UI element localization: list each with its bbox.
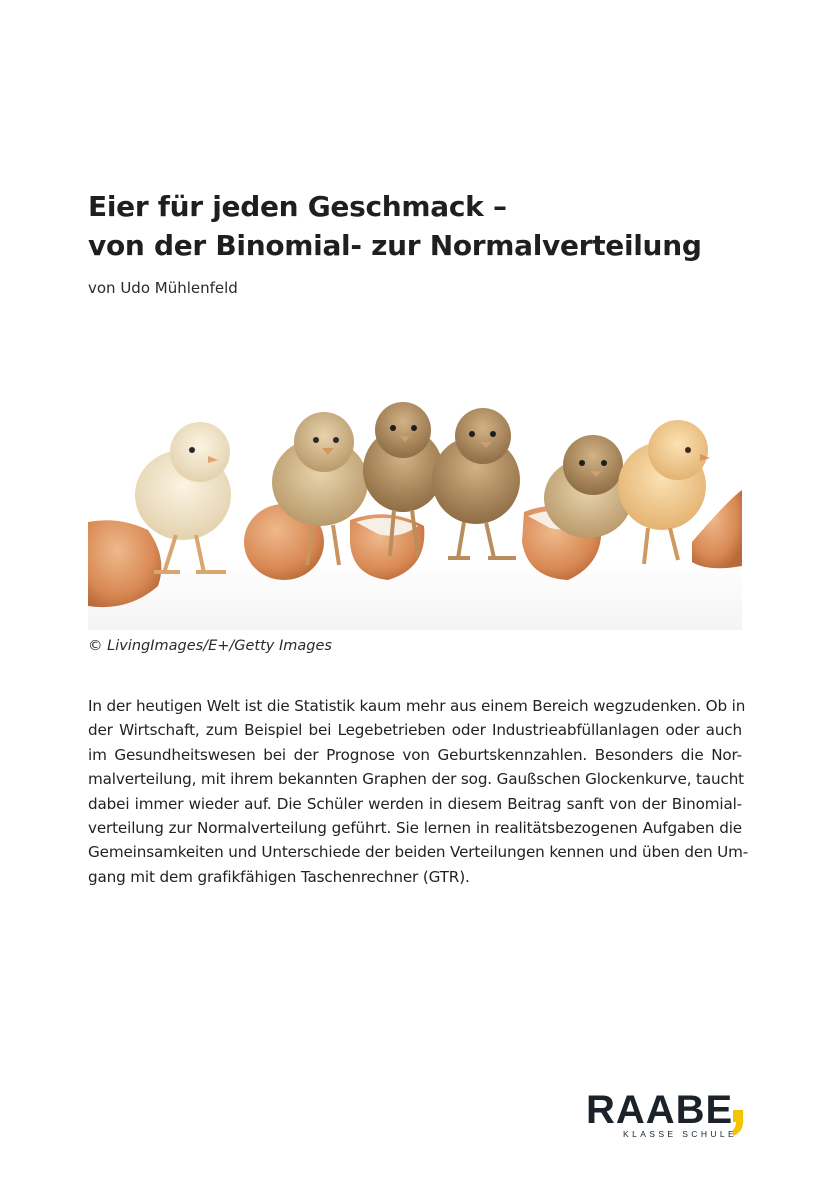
document-title — [88, 187, 768, 265]
intro-line: Gemeinsamkeiten und Unterschiede der beiden Verteilungen kennen und üben den Um- — [88, 843, 749, 862]
title-line-2: von der Binomial- zur Normalverteilung — [88, 228, 702, 262]
author-line: von Udo Mühlenfeld — [88, 279, 238, 297]
title-line-1: Eier für jeden Geschmack – — [88, 189, 507, 223]
chicks-eggs-photo — [88, 330, 742, 630]
image-credit: © LivingImages/E+/Getty Images — [88, 638, 332, 654]
logo-tagline: KLASSE SCHULE — [623, 1129, 738, 1139]
intro-line: im Gesundheitswesen bei der Prognose von Geburtskennzahlen. Besonders die Nor- — [88, 745, 742, 764]
intro-line: In der heutigen Welt ist die Statistik kaum mehr aus einem Bereich wegzudenken. Ob in — [88, 697, 746, 715]
intro-line: malverteilung, mit ihrem bekannten Graphen der sog. Gaußschen Glockenkurve, taucht — [88, 770, 744, 789]
logo-wordmark: RAABE — [586, 1088, 734, 1132]
intro-line: gang mit dem grafikfähigen Taschenrechner (GTR). — [88, 867, 470, 886]
intro-paragraph — [88, 694, 749, 889]
intro-line: der Wirtschaft, zum Beispiel bei Legebetrieben oder Industrieabfüllanlagen oder auch — [88, 721, 742, 740]
intro-line: dabei immer wieder auf. Die Schüler werden in diesem Beitrag sanft von der Binomial- — [88, 794, 742, 813]
raabe-logo — [586, 1088, 746, 1143]
intro-line: verteilung zur Normalverteilung geführt. Sie lernen in realitätsbezogenen Aufgaben die — [88, 819, 742, 838]
